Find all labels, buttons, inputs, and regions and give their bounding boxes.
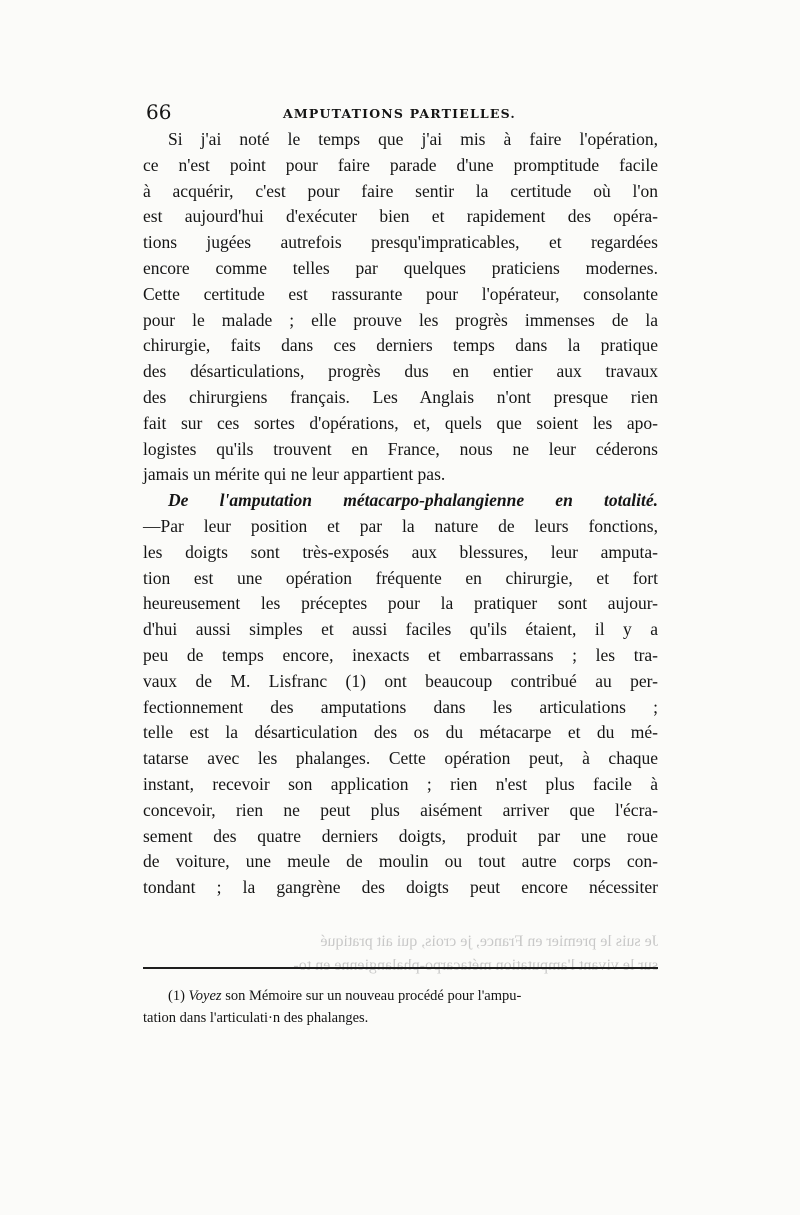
- text-line: fectionnement des amputations dans les articulations ;: [143, 696, 658, 717]
- text-line: jamais un mérite qui ne leur appartient pas.: [143, 464, 446, 485]
- text-line: à acquérir, c'est pour faire sentir la certitude où l'on: [143, 180, 658, 201]
- footnote-text: son Mémoire sur un nouveau procédé pour l'ampu-: [225, 988, 522, 1004]
- show-through-line: sur le vivant l'amputation métacarpo-phalangienne en to-: [293, 957, 658, 974]
- text-line: des désarticulations, progrès dus en entier aux travaux: [143, 361, 658, 382]
- text-line: —Par leur position et par la nature de leurs fonctions,: [143, 515, 658, 536]
- footnote-line: tation dans l'articulati·n des phalanges.: [143, 1010, 369, 1026]
- footnote-line: [143, 985, 658, 1007]
- page-header: [143, 100, 663, 126]
- text-line: des chirurgiens français. Les Anglais n'ont presque rien: [143, 386, 658, 407]
- running-head: AMPUTATIONS PARTIELLES.: [283, 106, 516, 121]
- page-number: 66: [146, 100, 172, 124]
- text-line: de voiture, une meule de moulin ou tout autre corps con-: [143, 851, 658, 872]
- text-line: Cette certitude est rassurante pour l'opérateur, consolante: [143, 283, 658, 304]
- text-line: les doigts sont très-exposés aux blessures, leur amputa-: [143, 541, 658, 562]
- text-line: fait sur ces sortes d'opérations, et, quels que soient les apo-: [143, 412, 658, 433]
- text-line: Si j'ai noté le temps que j'ai mis à faire l'opération,: [168, 129, 658, 149]
- text-line: chirurgie, faits dans ces derniers temps dans la pratique: [143, 335, 658, 356]
- text-line: d'hui aussi simples et aussi faciles qu'ils étaient, il y a: [143, 619, 658, 640]
- footnote-rule: [143, 967, 658, 969]
- text-line: tion est une opération fréquente en chirurgie, et fort: [143, 567, 658, 588]
- text-line: sement des quatre derniers doigts, produit par une roue: [143, 825, 658, 846]
- body-text: [143, 127, 658, 901]
- text-line: vaux de M. Lisfranc (1) ont beaucoup contribué au per-: [143, 670, 658, 691]
- text-line: tions jugées autrefois presqu'impraticables, et regardées: [143, 232, 658, 253]
- text-line: ce n'est point pour faire parade d'une promptitude facile: [143, 154, 658, 175]
- text-line: tondant ; la gangrène des doigts peut encore nécessiter: [143, 877, 658, 898]
- text-line: est aujourd'hui d'exécuter bien et rapidement des opéra-: [143, 206, 658, 227]
- text-line: encore comme telles par quelques praticiens modernes.: [143, 257, 658, 278]
- text-line: telle est la désarticulation des os du métacarpe et du mé-: [143, 722, 658, 743]
- footnote-voyez: Voyez: [188, 988, 222, 1004]
- text-line: heureusement les préceptes pour la pratiquer sont aujour-: [143, 593, 658, 614]
- show-through-text: [143, 930, 658, 978]
- show-through-line: Je suis le premier en France, je crois, qui ait pratiqué: [320, 933, 658, 950]
- text-line: concevoir, rien ne peut plus aisément arriver que l'écra-: [143, 799, 658, 820]
- text-line: logistes qu'ils trouvent en France, nous ne leur céderons: [143, 438, 658, 459]
- text-line: instant, recevoir son application ; rien n'est plus facile à: [143, 773, 658, 794]
- text-line: tatarse avec les phalanges. Cette opération peut, à chaque: [143, 748, 658, 769]
- text-line: pour le malade ; elle prouve les progrès immenses de la: [143, 309, 658, 330]
- footnote: [143, 985, 658, 1029]
- footnote-marker: (1): [168, 988, 185, 1004]
- text-line: peu de temps encore, inexacts et embarrassans ; les tra-: [143, 644, 658, 665]
- section-heading: De l'amputation métacarpo-phalangienne en totalité.: [168, 490, 658, 511]
